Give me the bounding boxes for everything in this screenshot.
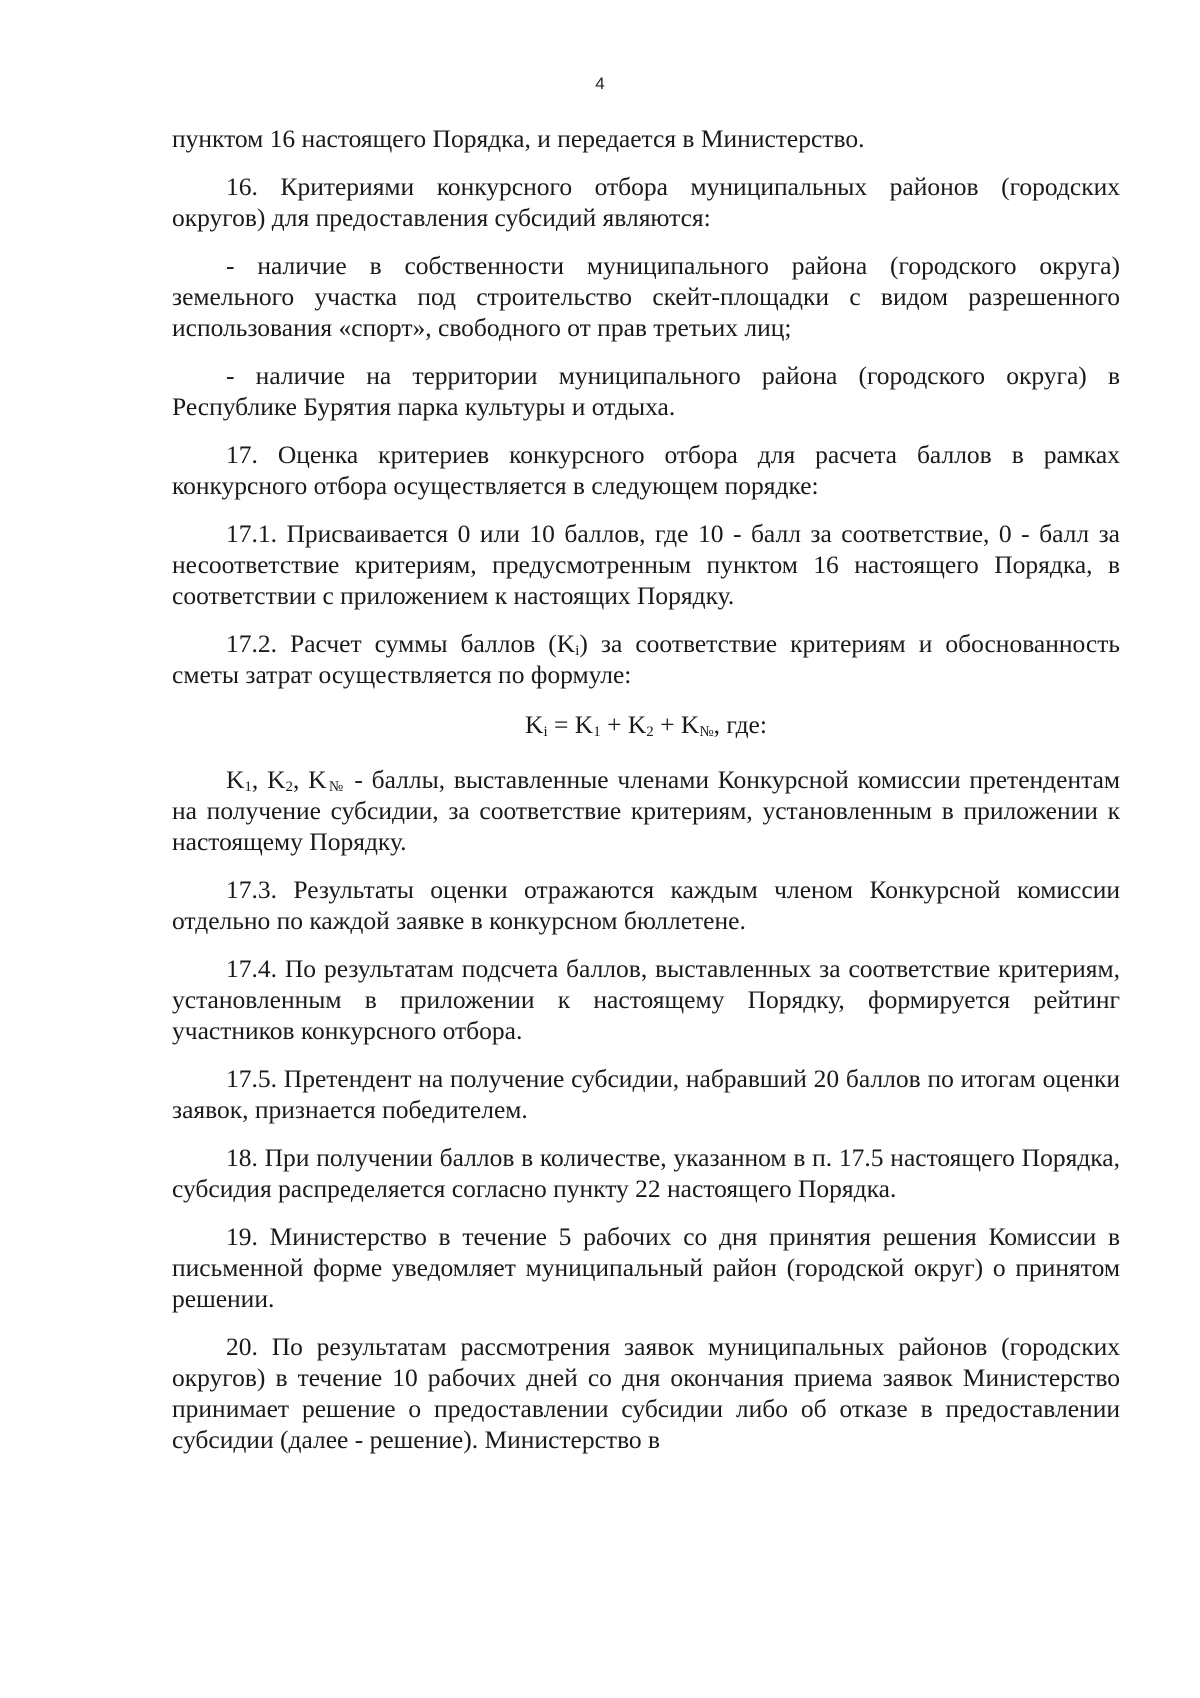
paragraph-16-item-2: - наличие на территории муниципального района (городского округа) в Республике Бурятия парка культуры и отдыха.: [172, 361, 1120, 421]
formula-sub-1: 1: [593, 724, 601, 740]
kn-symbol: K: [308, 765, 327, 794]
paragraph-k-explanation: [172, 764, 1120, 857]
k-sep-1: ,: [251, 765, 268, 794]
formula-sub-i: i: [543, 724, 548, 740]
document-body: [172, 123, 1120, 1472]
k-sep-2: ,: [292, 765, 309, 794]
formula-plus-2: +: [653, 710, 681, 739]
paragraph-17-2-end: ) за соответствие критериям и обоснованность сметы затрат осуществляется по формуле:: [172, 629, 1120, 689]
paragraph-17-2: [172, 628, 1120, 690]
formula-sub-n: №: [699, 724, 714, 740]
formula-tail: , где:: [713, 710, 767, 739]
paragraph-18: 18. При получении баллов в количестве, указанном в п. 17.5 настоящего Порядка, субсидия распределяется согласно пункту 22 настоящего Порядка.: [172, 1143, 1120, 1203]
paragraph-17-3: 17.3. Результаты оценки отражаются каждым членом Конкурсной комиссии отдельно по каждой заявке в конкурсном бюллетене.: [172, 875, 1120, 935]
kn-sub: №: [326, 779, 346, 795]
formula: [172, 709, 1120, 740]
paragraph-17-5: 17.5. Претендент на получение субсидии, набравший 20 баллов по итогам оценки заявок, признается победителем.: [172, 1064, 1120, 1124]
formula-plus-1: +: [600, 710, 628, 739]
formula-equals: =: [547, 710, 575, 739]
k2-symbol: K: [267, 765, 286, 794]
paragraph-continuation: пунктом 16 настоящего Порядка, и передается в Министерство.: [172, 124, 865, 153]
subscript-i: i: [575, 643, 580, 659]
paragraph-17-1: 17.1. Присваивается 0 или 10 баллов, где 10 - балл за соответствие, 0 - балл за несоответствие критериям, предусмотренным пунктом 16 настоящего Порядка, в соответствии с приложением к настоящих Порядку.: [172, 519, 1120, 610]
paragraph-16: 16. Критериями конкурсного отбора муниципальных районов (городских округов) для предоставления субсидий являются:: [172, 172, 1120, 232]
k2-sub: 2: [285, 779, 293, 795]
formula-k1: K: [574, 710, 594, 739]
paragraph-17-4: 17.4. По результатам подсчета баллов, выставленных за соответствие критериям, установленным в приложении к настоящему Порядку, формируется рейтинг участников конкурсного отбора.: [172, 954, 1120, 1045]
k-explanation-text: - баллы, выставленные членами Конкурсной комиссии претендентам на получение субсидии, за соответствие критериям, установленным в приложении к настоящему Порядку.: [172, 765, 1121, 856]
page-number: 4: [595, 74, 605, 93]
formula-k2: K: [627, 710, 647, 739]
paragraph-17-2-start: 17.2. Расчет суммы баллов (K: [226, 629, 576, 658]
paragraph-17: 17. Оценка критериев конкурсного отбора для расчета баллов в рамках конкурсного отбора осуществляется в следующем порядке:: [172, 440, 1120, 500]
paragraph-16-item-1: - наличие в собственности муниципального района (городского округа) земельного участка под строительство скейт-площадки с видом разрешенного использования «спорт», свободного от прав третьих лиц;: [172, 251, 1120, 342]
k1-symbol: K: [226, 765, 245, 794]
formula-kn: K: [680, 710, 700, 739]
k1-sub: 1: [244, 779, 252, 795]
formula-sub-2: 2: [646, 724, 654, 740]
formula-k: K: [525, 710, 544, 739]
paragraph-20: 20. По результатам рассмотрения заявок муниципальных районов (городских округов) в течение 10 рабочих дней со дня окончания приема заявок Министерство принимает решение о предоставлении субсидии либо об отказе в предоставлении субсидии (далее - решение). Министерство в: [172, 1332, 1120, 1454]
paragraph-19: 19. Министерство в течение 5 рабочих со дня принятия решения Комиссии в письменной форме уведомляет муниципальный район (городской округ) о принятом решении.: [172, 1222, 1120, 1313]
